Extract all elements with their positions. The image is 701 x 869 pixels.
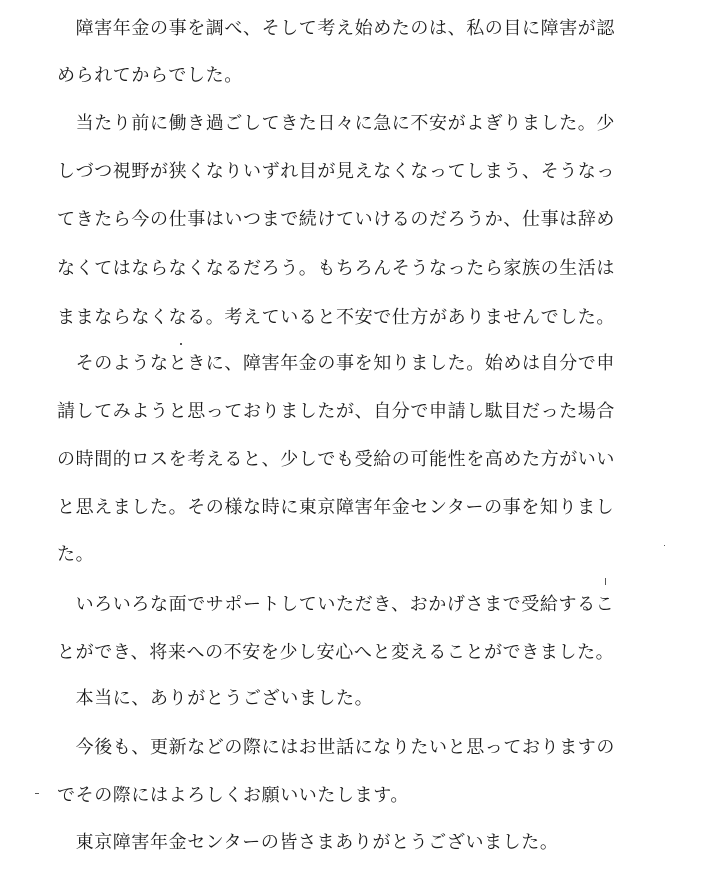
scan-speck (180, 343, 182, 345)
text-line: の時間的ロスを考えると、少しでも受給の可能性を高めた方がいい (57, 449, 615, 470)
text-line: いろいろな面でサポートしていただき、おかげさまで受給するこ (57, 594, 615, 615)
text-line: 東京障害年金センターの皆さまありがとうございました。 (57, 832, 559, 853)
text-line: しづつ視野が狭くなりいずれ目が見えなくなってしまう、そうなっ (57, 161, 615, 182)
text-line: た。 (57, 544, 95, 565)
text-line: められてからでした。 (57, 65, 243, 86)
text-line: とができ、将来への不安を少し安心へと変えることができました。 (57, 642, 615, 663)
scan-speck (664, 545, 665, 546)
text-line: 当たり前に働き過ごしてきた日々に急に不安がよぎりました。少 (57, 113, 615, 134)
text-line: と思えました。その様な時に東京障害年金センターの事を知りまし (57, 497, 615, 518)
text-line: てきたら今の仕事はいつまで続けていけるのだろうか、仕事は辞め (57, 209, 615, 230)
text-line: そのようなときに、障害年金の事を知りました。始めは自分で申 (57, 353, 615, 374)
text-line: 請してみようと思っておりましたが、自分で申請し駄目だった場合 (57, 401, 615, 422)
text-line: でその際にはよろしくお願いいたします。 (57, 785, 409, 806)
text-line: 障害年金の事を調べ、そして考え始めたのは、私の目に障害が認 (57, 18, 615, 39)
text-line: ままならなくなる。考えていると不安で仕方がありませんでした。 (57, 307, 615, 328)
scan-speck (605, 578, 606, 585)
text-line: 本当に、ありがとうございました。 (57, 688, 374, 709)
scan-speck (35, 793, 39, 794)
text-line: なくてはならなくなるだろう。もちろんそうなったら家族の生活は (57, 258, 615, 279)
text-line: 今後も、更新などの際にはお世話になりたいと思っておりますの (57, 737, 615, 758)
